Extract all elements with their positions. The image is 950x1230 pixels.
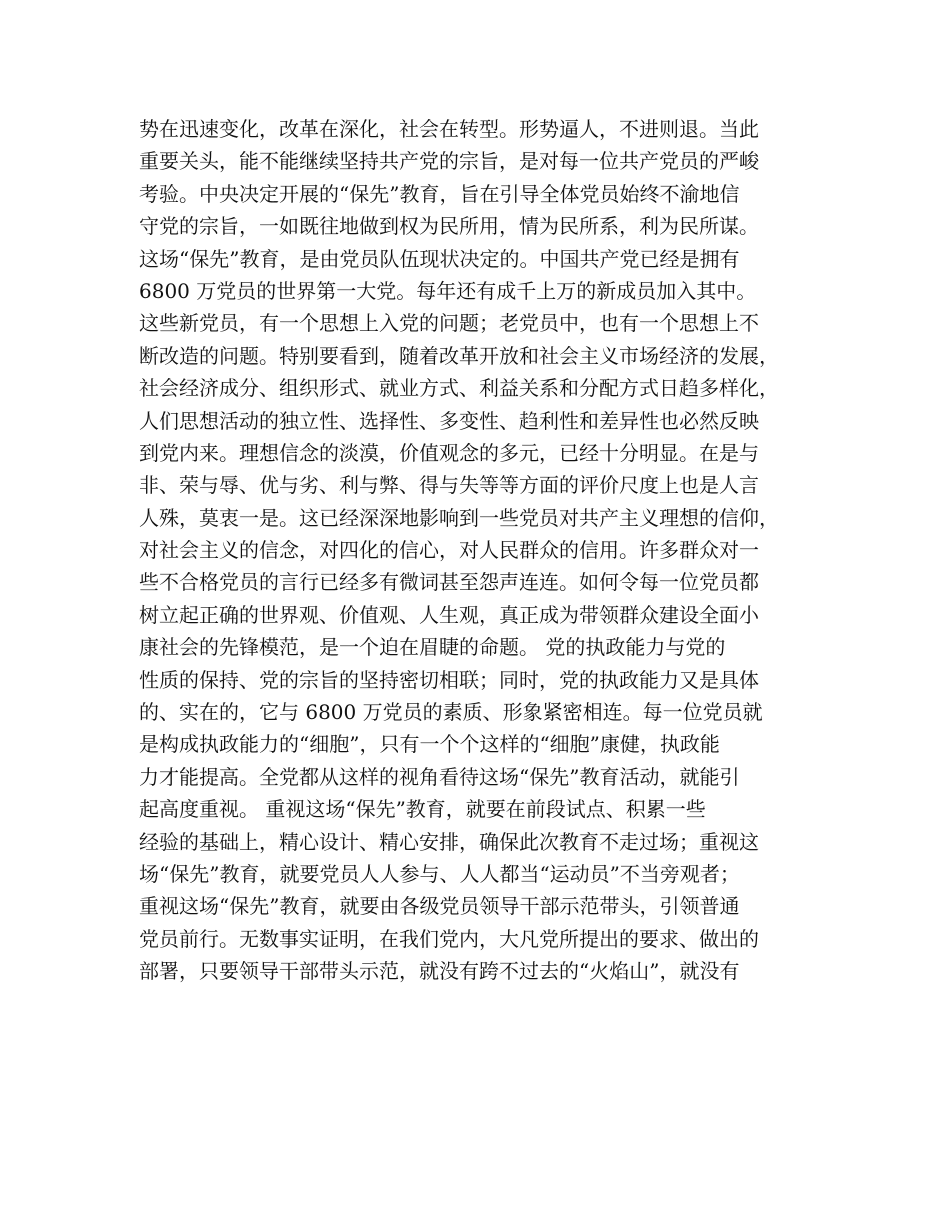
text-line: 人们思想活动的独立性、选择性、多变性、趋利性和差异性也必然反映 <box>139 408 759 433</box>
text-line: 重视这场“保先”教育，就要由各级党员领导干部示范带头，引领普通 <box>139 894 740 919</box>
text-line: 些不合格党员的言行已经多有微词甚至怨声连连。如何令每一位党员都 <box>139 570 759 595</box>
text-line: 人殊，莫衷一是。这已经深深地影响到一些党员对共产主义理想的信仰， <box>139 505 779 530</box>
text-line: 对社会主义的信念，对四化的信心，对人民群众的信用。许多群众对一 <box>139 538 759 563</box>
text-line: 势在迅速变化，改革在深化，社会在转型。形势逼人，不进则退。当此 <box>139 117 759 141</box>
text-line: 力才能提高。全党都从这样的视角看待这场“保先”教育活动，就能引 <box>139 764 740 789</box>
text-line: 性质的保持、党的宗旨的坚持密切相联；同时，党的执政能力又是具体 <box>139 667 759 692</box>
text-line: 起高度重视。 重视这场“保先”教育，就要在前段试点、积累一些 <box>139 797 706 822</box>
text-line: 党员前行。无数事实证明，在我们党内，大凡党所提出的要求、做出的 <box>139 926 759 951</box>
text-line: 重要关头，能不能继续坚持共产党的宗旨，是对每一位共产党员的严峻 <box>139 149 759 174</box>
text-line: 康社会的先锋模范，是一个迫在眉睫的命题。 党的执政能力与党的 <box>139 635 726 660</box>
text-line: 场“保先”教育，就要党员人人参与、人人都当“运动员”不当旁观者； <box>139 861 740 886</box>
text-line: 的、实在的，它与 6800 万党员的素质、形象紧密相连。每一位党员就 <box>139 700 763 725</box>
text-line: 6800 万党员的世界第一大党。每年还有成千上万的新成员加入其中。 <box>139 278 757 303</box>
text-line: 社会经济成分、组织形式、就业方式、利益关系和分配方式日趋多样化， <box>139 376 779 401</box>
text-line: 守党的宗旨，一如既往地做到权为民所用，情为民所系，利为民所谋。 <box>139 214 759 239</box>
text-line: 树立起正确的世界观、价值观、人生观，真正成为带领群众建设全面小 <box>139 602 759 627</box>
text-line: 是构成执政能力的“细胞”，只有一个个这样的“细胞”康健，执政能 <box>139 732 720 757</box>
text-line: 这场“保先”教育，是由党员队伍现状决定的。中国共产党已经是拥有 <box>139 246 740 271</box>
text-line: 经验的基础上，精心设计、精心安排，确保此次教育不走过场；重视这 <box>139 829 759 854</box>
text-line: 非、荣与辱、优与劣、利与弊、得与失等等方面的评价尺度上也是人言 <box>139 473 759 498</box>
text-line: 这些新党员，有一个思想上入党的问题；老党员中，也有一个思想上不 <box>139 311 759 336</box>
text-line: 考验。中央决定开展的“保先”教育，旨在引导全体党员始终不渝地信 <box>139 181 740 206</box>
text-line: 部署，只要领导干部带头示范，就没有跨不过去的“火焰山”，就没有 <box>139 959 740 984</box>
text-line: 到党内来。理想信念的淡漠，价值观念的多元，已经十分明显。在是与 <box>139 440 759 465</box>
text-line: 断改造的问题。特别要看到，随着改革开放和社会主义市场经济的发展， <box>139 343 779 368</box>
body-text <box>139 113 829 988</box>
